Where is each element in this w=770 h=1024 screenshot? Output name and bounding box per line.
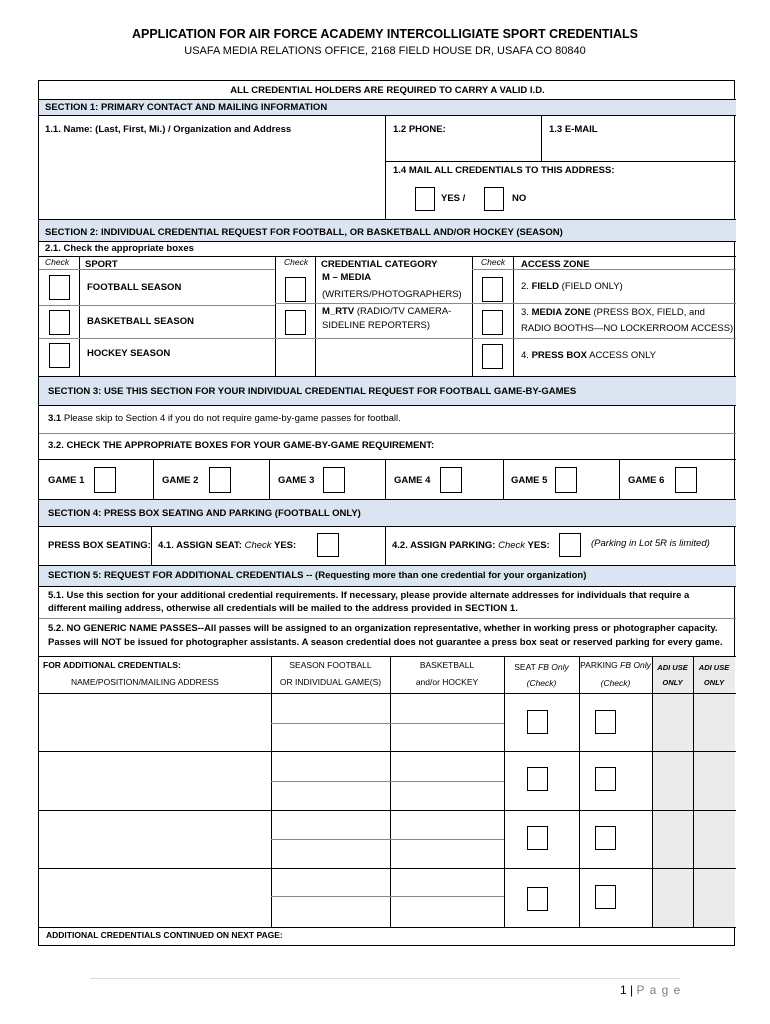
assign-parking-yes-word: YES:	[525, 540, 550, 551]
section3-header	[39, 377, 736, 405]
adi-col2-line1: ADI USE	[698, 663, 730, 672]
row2-parking-checkbox[interactable]	[595, 767, 616, 791]
page-separator: |	[626, 983, 637, 997]
zone-media-title: MEDIA ZONE	[531, 307, 591, 318]
zone-pressbox-label	[521, 349, 656, 362]
additional-col5-line1	[579, 659, 652, 672]
football-season-checkbox[interactable]	[49, 275, 70, 300]
additional-col1-line2: NAME/POSITION/MAILING ADDRESS	[71, 677, 219, 687]
phone-label: 1.2 PHONE:	[393, 124, 446, 135]
sport-col-header: SPORT	[85, 259, 118, 270]
hockey-season-checkbox[interactable]	[49, 343, 70, 368]
zone-field-title: FIELD	[531, 281, 560, 292]
assign-seat-checkbox[interactable]	[317, 533, 339, 557]
section1-header	[39, 100, 736, 115]
adi-col2-line2: ONLY	[703, 678, 725, 687]
additional-col3-line1: BASKETBALL	[419, 660, 475, 670]
section5-p2-line1: 5.2. NO GENERIC NAME PASSES--All passes will be assigned to an organization representative, whether in working press or photographer capacity.	[48, 623, 718, 634]
section2-sub: 2.1. Check the appropriate boxes	[45, 243, 194, 254]
game-3-checkbox[interactable]	[323, 467, 345, 493]
zone-pressbox-title: PRESS BOX	[531, 350, 587, 361]
access-col-header: ACCESS ZONE	[521, 259, 590, 270]
game-6-checkbox[interactable]	[675, 467, 697, 493]
additional-col1-line1: FOR ADDITIONAL CREDENTIALS:	[43, 660, 181, 670]
section3-skip-num: 3.1	[48, 413, 62, 424]
adi-col1-line2: ONLY	[662, 678, 683, 687]
category-rtv-desc1: (RADIO/TV CAMERA-	[354, 306, 452, 317]
section1-heading: SECTION 1: PRIMARY CONTACT AND MAILING INFORMATION	[45, 102, 328, 113]
category-rtv-desc2: SIDELINE REPORTERS)	[322, 320, 431, 331]
section4-header	[39, 500, 736, 526]
assign-parking-label	[392, 539, 550, 552]
game-by-game-instruction: 3.2. CHECK THE APPROPRIATE BOXES FOR YOUR GAME-BY-GAME REQUIREMENT:	[48, 440, 435, 451]
page-word: P a g e	[636, 983, 682, 997]
zone-media-checkbox[interactable]	[482, 310, 503, 335]
game-1-label: GAME 1	[48, 475, 85, 486]
section5-header	[39, 566, 736, 586]
section5-p1-line2: different mailing address, otherwise all credentials will be mailed to the address provided in SECTION 1.	[48, 603, 518, 614]
name-org-label: 1.1. Name: (Last, First, Mi.) / Organization and Address	[45, 124, 292, 135]
parking-col-fbonly: FB Only	[620, 660, 651, 670]
zone-pressbox-checkbox[interactable]	[482, 344, 503, 369]
additional-col3-line2: and/or HOCKEY	[415, 677, 479, 687]
game-4-label: GAME 4	[394, 475, 431, 486]
row2-seat-checkbox[interactable]	[527, 767, 548, 791]
form-subtitle: USAFA MEDIA RELATIONS OFFICE, 2168 FIELD HOUSE DR, USAFA CO 80840	[184, 45, 586, 57]
check-col-label-1: Check	[45, 257, 70, 267]
zone-field-num: 2.	[521, 281, 532, 292]
section2-header	[39, 220, 736, 241]
row3-parking-checkbox[interactable]	[595, 826, 616, 850]
category-rtv-line1	[322, 305, 451, 318]
id-notice: ALL CREDENTIAL HOLDERS ARE REQUIRED TO CARRY A VALID I.D.	[230, 85, 545, 96]
row1-parking-checkbox[interactable]	[595, 710, 616, 734]
assign-seat-prefix: 4.1. ASSIGN SEAT:	[158, 540, 245, 551]
form-title: APPLICATION FOR AIR FORCE ACADEMY INTERCOLLIGIATE SPORT CREDENTIALS	[131, 27, 639, 41]
additional-col4-line1	[504, 661, 579, 674]
zone-pressbox-num: 4.	[521, 350, 532, 361]
parking-limited-note: (Parking in Lot 5R is limited)	[591, 538, 710, 549]
zone-media-label	[521, 306, 705, 319]
assign-seat-check-word: Check	[244, 540, 272, 551]
section2-heading: SECTION 2: INDIVIDUAL CREDENTIAL REQUEST FOR FOOTBALL, OR BASKETBALL AND/OR HOCKEY (SEASON)	[45, 227, 563, 238]
zone-media-desc2: RADIO BOOTHS—NO LOCKERROOM ACCESS)	[521, 323, 734, 334]
category-rtv-title: M_RTV	[322, 306, 355, 317]
section5-p1-line1: 5.1. Use this section for your additional credential requirements. If necessary, please provide alternate addresses for individuals that require a	[48, 590, 690, 601]
category-rtv-checkbox[interactable]	[285, 310, 306, 335]
game-5-checkbox[interactable]	[555, 467, 577, 493]
continued-note: ADDITIONAL CREDENTIALS CONTINUED ON NEXT PAGE:	[46, 930, 283, 940]
section5-p2-line2: Passes will NOT be issued for photographer assistants. A season credential does not guarantee a press box seat or reserved parking for every game.	[48, 637, 723, 648]
row4-seat-checkbox[interactable]	[527, 887, 548, 911]
check-col-label-3: Check	[481, 257, 506, 267]
additional-col2-line1: SEASON FOOTBALL	[289, 660, 372, 670]
game-1-checkbox[interactable]	[94, 467, 116, 493]
row1-seat-checkbox[interactable]	[527, 710, 548, 734]
zone-field-desc: (FIELD ONLY)	[559, 281, 623, 292]
zone-field-label	[521, 280, 623, 293]
section3-skip-note	[48, 412, 401, 425]
seat-col-fbonly: FB Only	[538, 662, 569, 672]
assign-seat-label	[158, 539, 296, 552]
game-2-label: GAME 2	[162, 475, 199, 486]
assign-parking-prefix: 4.2. ASSIGN PARKING:	[392, 540, 499, 551]
category-col-header: CREDENTIAL CATEGORY	[321, 259, 438, 270]
zone-field-checkbox[interactable]	[482, 277, 503, 302]
adi-col1-line1: ADI USE	[657, 663, 688, 672]
form-frame	[38, 80, 735, 946]
check-col-label-2: Check	[284, 257, 309, 267]
section4-heading: SECTION 4: PRESS BOX SEATING AND PARKING (FOOTBALL ONLY)	[48, 508, 361, 519]
page-footer	[620, 983, 681, 997]
game-4-checkbox[interactable]	[440, 467, 462, 493]
assign-parking-check-word: Check	[498, 540, 526, 551]
sport-football-season: FOOTBALL SEASON	[87, 282, 182, 293]
row3-seat-checkbox[interactable]	[527, 826, 548, 850]
game-5-label: GAME 5	[511, 475, 548, 486]
zone-media-num: 3.	[521, 307, 532, 318]
assign-parking-checkbox[interactable]	[559, 533, 581, 557]
additional-col4-line2: (Check)	[526, 678, 557, 688]
zone-media-desc1: (PRESS BOX, FIELD, and	[590, 307, 705, 318]
sport-basketball-season: BASKETBALL SEASON	[87, 316, 194, 327]
mail-yes-label: YES /	[441, 193, 466, 204]
press-box-seating-label: PRESS BOX SEATING:	[48, 540, 151, 551]
email-label: 1.3 E-MAIL	[549, 124, 598, 135]
mail-credentials-label: 1.4 MAIL ALL CREDENTIALS TO THIS ADDRESS:	[393, 165, 615, 176]
zone-pressbox-desc: ACCESS ONLY	[587, 350, 656, 361]
sport-hockey-season: HOCKEY SEASON	[87, 348, 171, 359]
mail-no-checkbox[interactable]	[484, 187, 504, 211]
additional-col2-line2: OR INDIVIDUAL GAME(S)	[279, 677, 382, 687]
game-6-label: GAME 6	[628, 475, 665, 486]
assign-seat-yes-word: YES:	[271, 540, 297, 551]
category-media-checkbox[interactable]	[285, 277, 306, 302]
parking-col-word: PARKING	[580, 660, 621, 670]
game-2-checkbox[interactable]	[209, 467, 231, 493]
section5-heading: SECTION 5: REQUEST FOR ADDITIONAL CREDENTIALS -- (Requesting more than one credential for your organization)	[48, 570, 587, 581]
section3-skip-text: Please skip to Section 4 if you do not require game-by-game passes for football.	[61, 413, 401, 424]
row4-parking-checkbox[interactable]	[595, 885, 616, 909]
mail-yes-checkbox[interactable]	[415, 187, 435, 211]
mail-no-label: NO	[512, 193, 527, 204]
game-3-label: GAME 3	[278, 475, 315, 486]
seat-col-word: SEAT	[514, 662, 539, 672]
category-media-title: M – MEDIA	[322, 272, 372, 283]
basketball-season-checkbox[interactable]	[49, 310, 70, 335]
additional-col5-line2: (Check)	[600, 678, 631, 688]
section3-heading: SECTION 3: USE THIS SECTION FOR YOUR INDIVIDUAL CREDENTIAL REQUEST FOR FOOTBALL GAME-BY-GAMES	[48, 386, 577, 397]
category-media-desc: (WRITERS/PHOTOGRAPHERS)	[322, 289, 462, 300]
page-number: 1	[620, 983, 627, 997]
